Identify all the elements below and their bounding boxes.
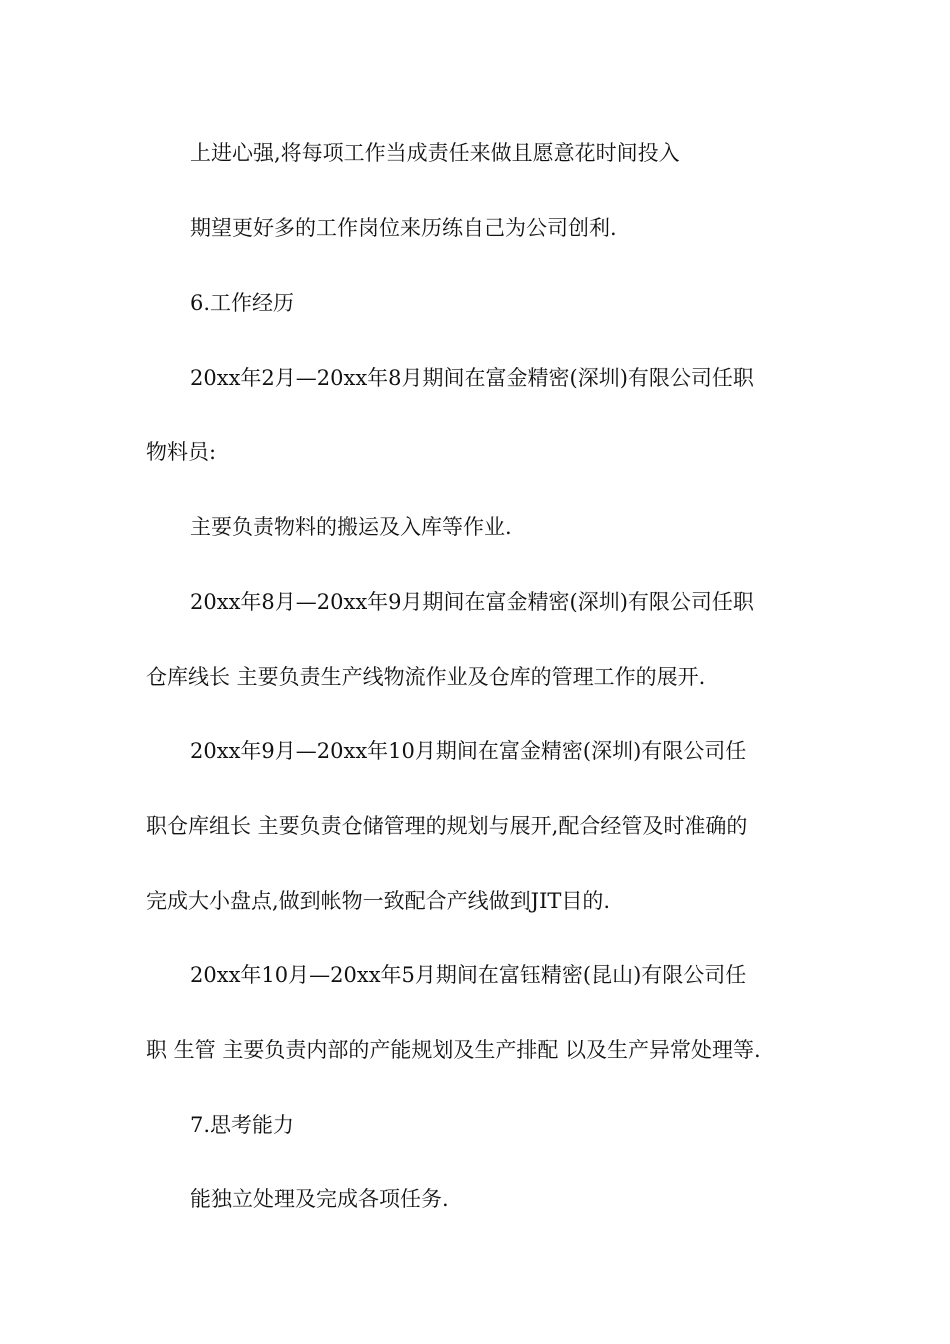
paragraph-line: 上进心强,将每项工作当成责任来做且愿意花时间投入 [190, 141, 680, 165]
section-heading: 6.工作经历 [190, 291, 295, 315]
paragraph-line: 20xx年9月—20xx年10月期间在富金精密(深圳)有限公司任 [190, 739, 747, 763]
paragraph-line: 物料员: [146, 440, 217, 464]
paragraph-line: 20xx年10月—20xx年5月期间在富钰精密(昆山)有限公司任 [190, 963, 747, 987]
paragraph-line: 能独立处理及完成各项任务. [190, 1187, 449, 1211]
paragraph-line: 20xx年8月—20xx年9月期间在富金精密(深圳)有限公司任职 [190, 590, 754, 614]
section-heading: 7.思考能力 [190, 1113, 295, 1137]
paragraph-line: 职 生管 主要负责内部的产能规划及生产排配 以及生产异常处理等. [146, 1038, 761, 1062]
paragraph-line: 主要负责物料的搬运及入库等作业. [190, 515, 512, 539]
paragraph-line: 职仓库组长 主要负责仓储管理的规划与展开,配合经管及时准确的 [146, 814, 748, 838]
paragraph-line: 仓库线长 主要负责生产线物流作业及仓库的管理工作的展开. [146, 665, 706, 689]
paragraph-line: 完成大小盘点,做到帐物一致配合产线做到JIT目的. [146, 889, 611, 913]
paragraph-line: 20xx年2月—20xx年8月期间在富金精密(深圳)有限公司任职 [190, 366, 754, 390]
paragraph-line: 期望更好多的工作岗位来历练自己为公司创利. [190, 216, 617, 240]
